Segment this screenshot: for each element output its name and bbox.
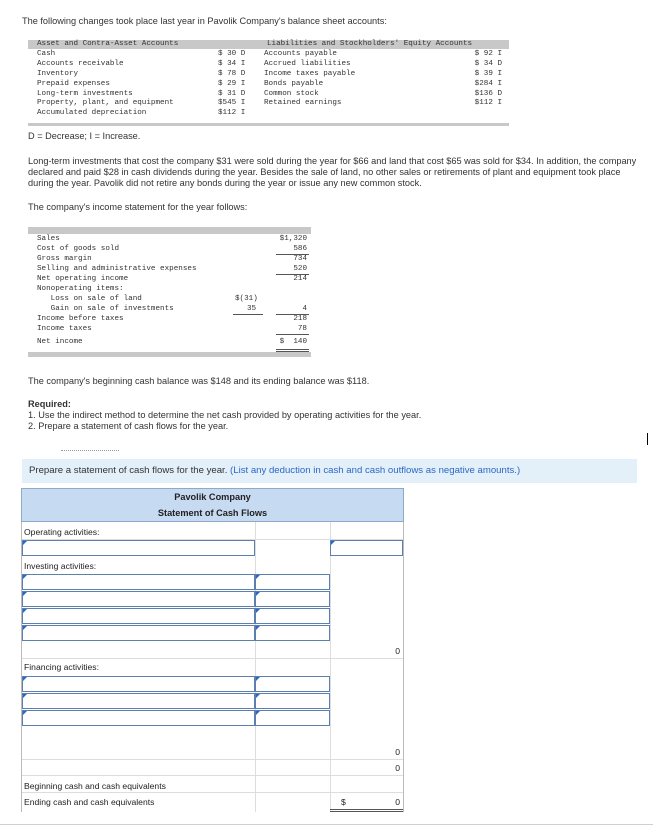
ending-cash-value: 0 bbox=[395, 797, 400, 807]
row-line bbox=[22, 759, 403, 760]
asset-row: Cash $ 30 D bbox=[37, 50, 246, 58]
statement-title: Statement of Cash Flows bbox=[157, 508, 268, 518]
financing-input-label-1[interactable] bbox=[22, 676, 255, 692]
asset-row: Long-term investments $ 31 D bbox=[37, 89, 246, 98]
liability-accounts-list bbox=[264, 50, 504, 109]
row-line bbox=[22, 658, 403, 659]
beginning-cash-label: Beginning cash and cash equivalents bbox=[24, 781, 166, 791]
income-row: Income taxes 78 bbox=[37, 325, 307, 333]
income-row: Net operating income 214 bbox=[37, 275, 307, 283]
income-row: Net income $ 140 bbox=[37, 335, 312, 352]
double-underline bbox=[330, 809, 403, 810]
liability-row: Common stock $136 D bbox=[264, 89, 502, 98]
liability-accounts-header: Liabilities and Stockholders' Equity Accounts bbox=[267, 39, 473, 48]
intro-text: The following changes took place last year in Pavolik Company's balance sheet accounts: bbox=[22, 16, 387, 26]
operating-input-label[interactable] bbox=[22, 540, 255, 556]
row-line bbox=[22, 775, 403, 776]
required-item-2: 2. Prepare a statement of cash flows for the year. bbox=[28, 421, 229, 431]
ending-currency: $ bbox=[341, 797, 346, 807]
income-row: Gain on sale of investments 35 4 bbox=[37, 305, 307, 313]
asset-row: Accounts receivable $ 34 I bbox=[37, 59, 246, 68]
investing-input-label-2[interactable] bbox=[22, 591, 255, 607]
operating-input-amount[interactable] bbox=[330, 540, 403, 556]
prompt-main: Prepare a statement of cash flows for the year. bbox=[29, 465, 228, 476]
income-row: Selling and administrative expenses 520 bbox=[37, 265, 307, 273]
investing-input-amount-2[interactable] bbox=[255, 591, 330, 607]
income-row: Gross margin 734 bbox=[37, 255, 307, 263]
liability-row: Retained earnings $112 I bbox=[264, 99, 502, 108]
company-name: Pavolik Company bbox=[174, 492, 251, 502]
dotted-separator bbox=[61, 450, 119, 451]
asset-row: Property, plant, and equipment $545 I bbox=[37, 99, 246, 108]
liability-row: Accrued liabilities $ 34 D bbox=[264, 59, 502, 68]
problem-paragraph: Long-term investments that cost the company $31 were sold during the year for $66 and land that cost $65 was sold for $34. In addition, the company declared and paid $28 in cash dividends during the year. Besides the sale of land, no other sales or retirements of plant and equipment took place during the year. Pavolik did not retire any bonds during the year or issue any new common stock. bbox=[28, 156, 637, 188]
bottom-divider bbox=[0, 824, 653, 825]
income-footer-bar bbox=[28, 352, 311, 357]
double-underline bbox=[330, 811, 403, 812]
financing-input-amount-1[interactable] bbox=[255, 676, 330, 692]
investing-input-label-4[interactable] bbox=[22, 625, 255, 641]
financing-total: 0 bbox=[395, 747, 400, 757]
operating-label: Operating activities: bbox=[24, 527, 100, 537]
income-row: Income before taxes 218 bbox=[37, 315, 307, 323]
financing-input-label-2[interactable] bbox=[22, 693, 255, 709]
income-intro: The company's income statement for the year follows: bbox=[28, 202, 248, 212]
liability-row: Bonds payable $284 I bbox=[264, 79, 502, 88]
financing-label: Financing activities: bbox=[24, 662, 99, 672]
income-statement bbox=[37, 235, 312, 352]
financing-input-amount-2[interactable] bbox=[255, 693, 330, 709]
asset-accounts-header: Asset and Contra-Asset Accounts bbox=[37, 39, 179, 48]
liability-row: Accounts payable $ 92 I bbox=[264, 50, 502, 58]
net-change-total: 0 bbox=[395, 763, 400, 773]
row-line bbox=[22, 792, 403, 793]
accounts-footer-bar bbox=[28, 123, 509, 126]
asset-row: Inventory $ 78 D bbox=[37, 69, 246, 78]
financing-input-amount-3[interactable] bbox=[255, 710, 330, 726]
income-header-bar bbox=[28, 227, 311, 234]
income-row: Nonoperating items: bbox=[37, 285, 124, 293]
cash-flow-worksheet bbox=[21, 522, 404, 812]
prompt-hint: (List any deduction in cash and cash outflows as negative amounts.) bbox=[230, 465, 521, 476]
prompt-bar bbox=[22, 459, 637, 483]
cash-balance-text: The company's beginning cash balance was $148 and its ending balance was $118. bbox=[28, 376, 370, 386]
liability-row: Income taxes payable $ 39 I bbox=[264, 69, 502, 78]
investing-input-amount-4[interactable] bbox=[255, 625, 330, 641]
investing-input-label-1[interactable] bbox=[22, 574, 255, 590]
financing-input-label-3[interactable] bbox=[22, 710, 255, 726]
required-item-1: 1. Use the indirect method to determine the net cash provided by operating activities for the year. bbox=[28, 410, 422, 420]
asset-row: Prepaid expenses $ 29 I bbox=[37, 79, 246, 88]
investing-label: Investing activities: bbox=[24, 561, 97, 571]
income-row: Sales $1,320 bbox=[37, 235, 307, 243]
income-row: Loss on sale of land $(31) bbox=[37, 295, 258, 303]
investing-total: 0 bbox=[395, 646, 400, 656]
asset-accounts-list bbox=[37, 50, 267, 119]
asset-row: Accumulated depreciation $112 I bbox=[37, 109, 246, 118]
legend-text: D = Decrease; I = Increase. bbox=[28, 131, 141, 141]
required-title: Required: bbox=[28, 399, 71, 409]
ending-cash-label: Ending cash and cash equivalents bbox=[24, 797, 155, 807]
investing-input-amount-1[interactable] bbox=[255, 574, 330, 590]
column-divider bbox=[255, 522, 256, 812]
income-row: Cost of goods sold 586 bbox=[37, 245, 307, 253]
statement-header bbox=[21, 488, 404, 522]
investing-input-label-3[interactable] bbox=[22, 608, 255, 624]
investing-input-amount-3[interactable] bbox=[255, 608, 330, 624]
text-cursor bbox=[647, 433, 648, 445]
